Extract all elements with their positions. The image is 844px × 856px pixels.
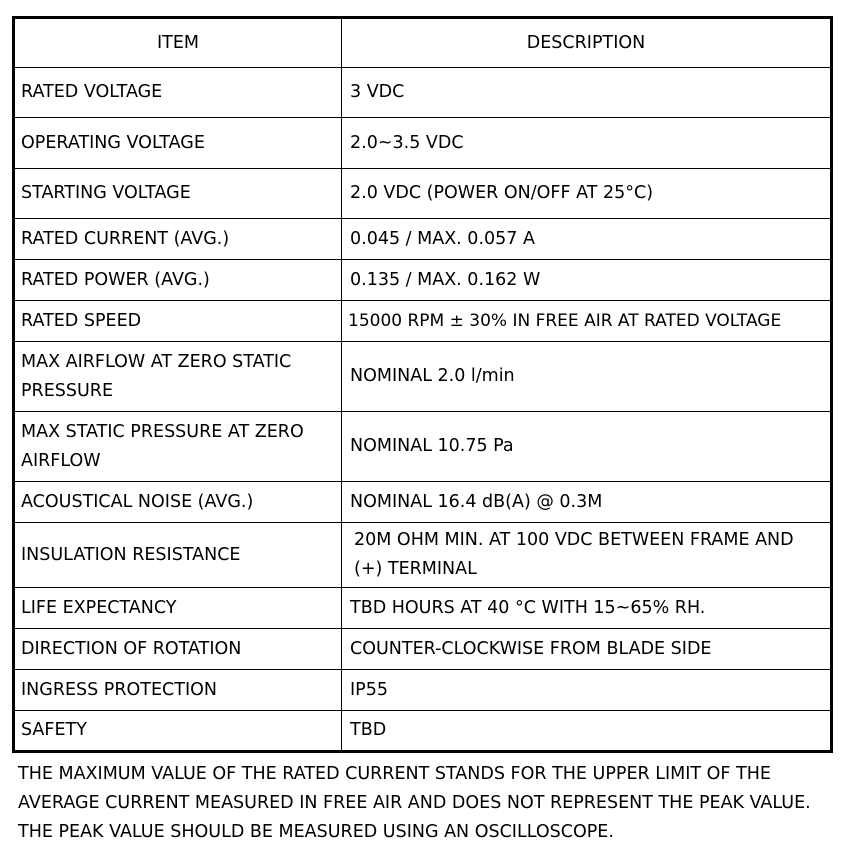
description-cell: COUNTER-CLOCKWISE FROM BLADE SIDE <box>342 629 832 670</box>
item-cell: RATED CURRENT (AVG.) <box>14 219 342 260</box>
item-cell: SAFETY <box>14 711 342 752</box>
table-row <box>14 118 832 169</box>
table-row <box>14 260 832 301</box>
header-description: DESCRIPTION <box>342 18 832 68</box>
table-row <box>14 482 832 523</box>
item-cell: MAX STATIC PRESSURE AT ZERO AIRFLOW <box>14 412 342 482</box>
table-row <box>14 342 832 412</box>
footnote: THE MAXIMUM VALUE OF THE RATED CURRENT STANDS FOR THE UPPER LIMIT OF THE AVERAGE CURRENT MEASURED IN FREE AIR AND DOES NOT REPRESENT THE PEAK VALUE. THE PEAK VALUE SHOULD BE MEASURED USING AN OSCILLOSCOPE. <box>18 764 811 842</box>
item-cell: RATED POWER (AVG.) <box>14 260 342 301</box>
header-item: ITEM <box>14 18 342 68</box>
table-row <box>14 412 832 482</box>
specification-table <box>12 16 833 753</box>
item-cell: LIFE EXPECTANCY <box>14 588 342 629</box>
table-row <box>14 219 832 260</box>
description-cell: 20M OHM MIN. AT 100 VDC BETWEEN FRAME AND (+) TERMINAL <box>342 523 832 588</box>
table-header-row <box>14 18 832 68</box>
table-row <box>14 169 832 219</box>
item-cell: RATED SPEED <box>14 301 342 342</box>
table-row <box>14 629 832 670</box>
description-cell: TBD HOURS AT 40 °C WITH 15~65% RH. <box>342 588 832 629</box>
description-cell: NOMINAL 10.75 Pa <box>342 412 832 482</box>
table-row <box>14 523 832 588</box>
description-cell: NOMINAL 2.0 l/min <box>342 342 832 412</box>
table-row <box>14 301 832 342</box>
item-cell: OPERATING VOLTAGE <box>14 118 342 169</box>
table-row <box>14 588 832 629</box>
table-row <box>14 68 832 118</box>
item-cell: MAX AIRFLOW AT ZERO STATIC PRESSURE <box>14 342 342 412</box>
description-cell: 15000 RPM ± 30% IN FREE AIR AT RATED VOLTAGE <box>342 301 832 342</box>
table-row <box>14 711 832 752</box>
item-cell: STARTING VOLTAGE <box>14 169 342 219</box>
item-cell: INGRESS PROTECTION <box>14 670 342 711</box>
description-cell: 2.0~3.5 VDC <box>342 118 832 169</box>
item-cell: INSULATION RESISTANCE <box>14 523 342 588</box>
description-cell: 0.045 / MAX. 0.057 A <box>342 219 832 260</box>
description-cell: 0.135 / MAX. 0.162 W <box>342 260 832 301</box>
description-cell: NOMINAL 16.4 dB(A) @ 0.3M <box>342 482 832 523</box>
table-row <box>14 670 832 711</box>
description-cell: 2.0 VDC (POWER ON/OFF AT 25°C) <box>342 169 832 219</box>
description-cell: 3 VDC <box>342 68 832 118</box>
description-cell: IP55 <box>342 670 832 711</box>
item-cell: ACOUSTICAL NOISE (AVG.) <box>14 482 342 523</box>
description-cell: TBD <box>342 711 832 752</box>
item-cell: DIRECTION OF ROTATION <box>14 629 342 670</box>
item-cell: RATED VOLTAGE <box>14 68 342 118</box>
